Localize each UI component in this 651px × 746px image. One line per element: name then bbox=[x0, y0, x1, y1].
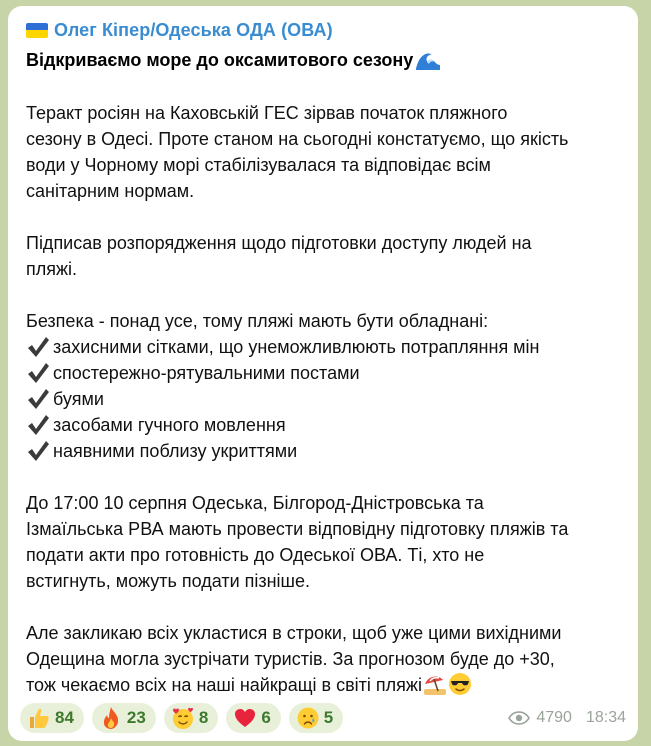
paragraph-5 bbox=[26, 620, 624, 698]
checklist-item-label: захисними сітками, що унеможливлюють потрапляння мін bbox=[53, 337, 540, 357]
text-line: санітарним нормам. bbox=[26, 181, 195, 201]
crying-face-icon bbox=[296, 706, 320, 730]
paragraph-3 bbox=[26, 308, 624, 464]
text-line: Безпека - понад усе, тому пляжі мають бути обладнані: bbox=[26, 311, 489, 331]
reaction-smiling-hearts[interactable] bbox=[164, 703, 218, 733]
water-wave-icon bbox=[415, 49, 441, 71]
text-line-content: тож чекаємо всіх на наші найкращі в світі пляжі bbox=[26, 675, 422, 695]
reaction-red-heart[interactable] bbox=[226, 703, 280, 733]
eye-icon bbox=[508, 711, 530, 725]
checklist-item bbox=[26, 438, 624, 464]
text-line: Ізмаїльська РВА мають провести відповідну підготовку пляжів та bbox=[26, 519, 569, 539]
reaction-thumbs-up[interactable] bbox=[20, 703, 84, 733]
checklist-item bbox=[26, 360, 624, 386]
reaction-crying-face[interactable] bbox=[289, 703, 343, 733]
red-heart-icon bbox=[233, 706, 257, 730]
channel-name[interactable]: Олег Кіпер/Одеська ОДА (ОВА) bbox=[54, 19, 333, 40]
checklist-item-label: спостережно-рятувальними постами bbox=[53, 363, 360, 383]
view-count: 4790 bbox=[536, 709, 572, 726]
check-mark-icon bbox=[26, 388, 50, 410]
text-line: подати акти про готовність до Одеської ОВА. Ті, хто не bbox=[26, 545, 485, 565]
text-line: Одещина могла зустрічати туристів. За прогнозом буде до +30, bbox=[26, 649, 555, 669]
reaction-fire[interactable] bbox=[92, 703, 156, 733]
text-line: встигнуть, можуть подати пізніше. bbox=[26, 571, 311, 591]
paragraph-2 bbox=[26, 230, 624, 282]
text-line: До 17:00 10 серпня Одеська, Білгород-Дністровська та bbox=[26, 493, 484, 513]
checklist-item-label: буями bbox=[53, 389, 104, 409]
checklist-item bbox=[26, 412, 624, 438]
paragraph-4 bbox=[26, 490, 624, 594]
reaction-count: 84 bbox=[55, 708, 74, 727]
channel-header[interactable] bbox=[26, 18, 624, 42]
reaction-count: 6 bbox=[261, 708, 271, 727]
post-title bbox=[26, 46, 624, 74]
check-mark-icon bbox=[26, 414, 50, 436]
thumbs-up-icon bbox=[27, 706, 51, 730]
beach-umbrella-icon bbox=[423, 672, 447, 696]
fire-icon bbox=[99, 706, 123, 730]
reactions-bar bbox=[20, 703, 343, 733]
checklist-item-label: засобами гучного мовлення bbox=[53, 415, 286, 435]
paragraph-1 bbox=[26, 100, 624, 204]
text-line: Але закликаю всіх укластися в строки, щоб уже цими вихідними bbox=[26, 623, 562, 643]
reaction-count: 8 bbox=[198, 708, 209, 727]
check-mark-icon bbox=[26, 440, 50, 462]
checklist-item bbox=[26, 334, 624, 360]
check-mark-icon bbox=[26, 362, 50, 384]
message-footer bbox=[20, 703, 626, 733]
check-mark-icon bbox=[26, 336, 50, 358]
reaction-count: 5 bbox=[323, 708, 334, 727]
ukraine-flag-icon bbox=[26, 23, 48, 38]
checklist-item bbox=[26, 386, 624, 412]
post-title-text: Відкриваємо море до оксамитового сезону bbox=[26, 50, 414, 70]
post-body bbox=[26, 74, 624, 698]
checklist-item-label: наявними поблизу укриттями bbox=[53, 441, 298, 461]
smiling-face-with-hearts-icon bbox=[171, 706, 195, 730]
text-line: Підписав розпорядження щодо підготовки доступу людей на bbox=[26, 233, 532, 253]
text-line: Теракт росіян на Каховській ГЕС зірвав початок пляжного bbox=[26, 103, 508, 123]
smiling-face-with-sunglasses-icon bbox=[448, 672, 472, 696]
text-line: сезону в Одесі. Проте станом на сьогодні констатуємо, що якість bbox=[26, 129, 569, 149]
message-meta bbox=[508, 709, 626, 727]
text-line bbox=[26, 672, 624, 698]
message-bubble bbox=[8, 6, 638, 741]
text-line: пляжі. bbox=[26, 259, 78, 279]
reaction-count: 23 bbox=[126, 708, 146, 727]
message-time: 18:34 bbox=[585, 709, 626, 726]
text-line: води у Чорному морі стабілізувалася та відповідає всім bbox=[26, 155, 491, 175]
